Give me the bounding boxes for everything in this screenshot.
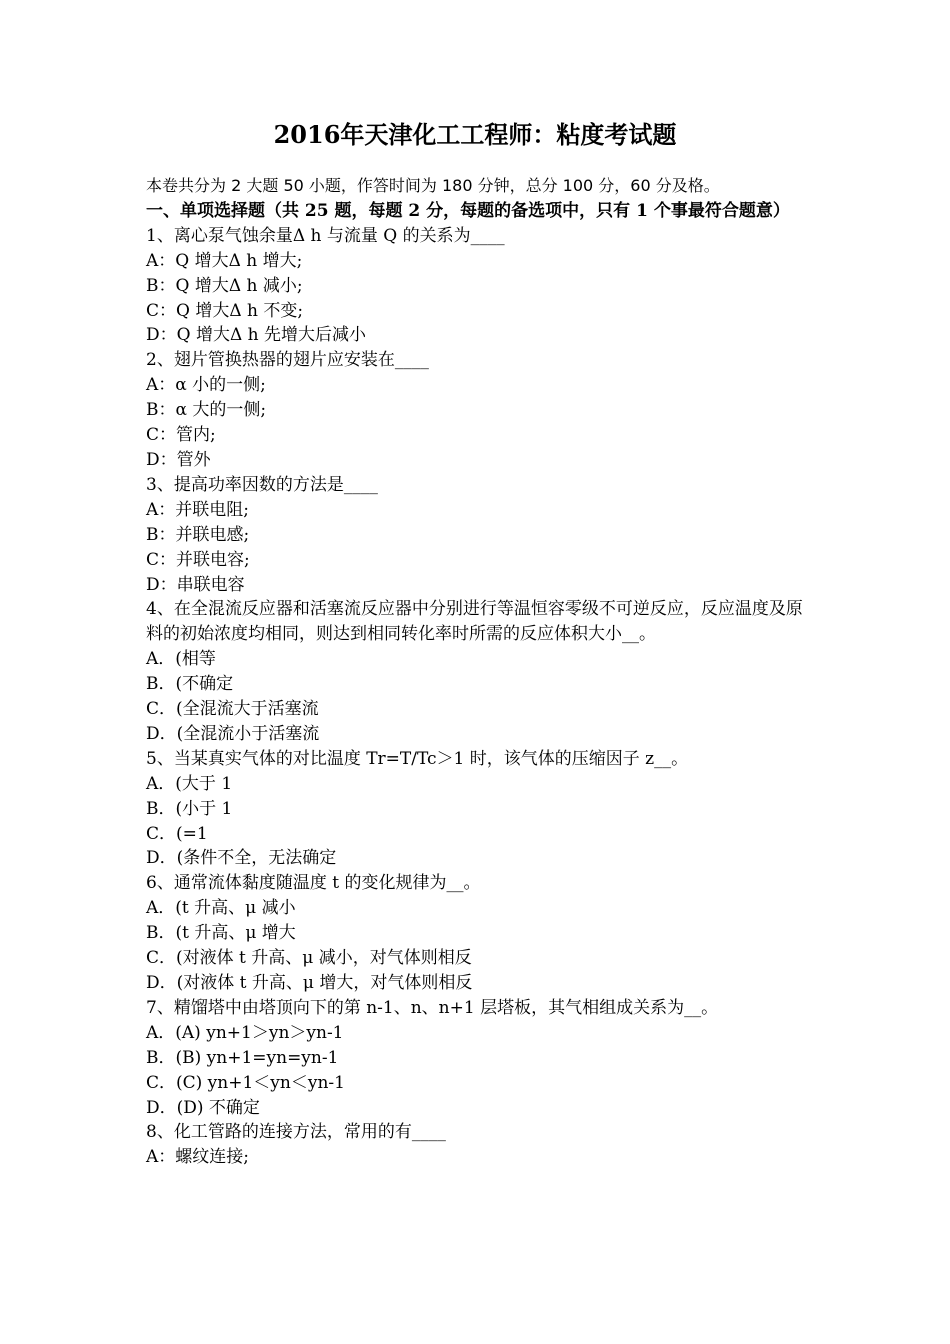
- option-d: D：管外: [146, 449, 211, 470]
- option-c: C．(对液体 t 升高、μ 减小，对气体则相反: [146, 948, 472, 969]
- question-8: [146, 1120, 814, 1170]
- section-heading: 一、单项选择题（共 25 题，每题 2 分，每题的备选项中，只有 1 个事最符合题意）: [146, 200, 790, 221]
- option-b: B．(t 升高、μ 增大: [146, 923, 296, 944]
- option-a: A．(A) yn+1＞yn＞yn-1: [146, 1022, 344, 1043]
- question-stem: 7、精馏塔中由塔顶向下的第 n-1、n、n+1 层塔板，其气相组成关系为__。: [146, 997, 719, 1018]
- exam-intro: 本卷共分为 2 大题 50 小题，作答时间为 180 分钟，总分 100 分，60 分及格。: [146, 176, 720, 195]
- option-d: D：Q 增大Δ h 先增大后减小: [146, 325, 367, 346]
- question-stem: 4、在全混流反应器和活塞流反应器中分别进行等温恒容零级不可逆反应，反应温度及原料的初始浓度均相同，则达到相同转化率时所需的反应体积大小__。: [146, 599, 803, 645]
- option-b: B：Q 增大Δ h 减小;: [146, 275, 303, 296]
- option-b: B：α 大的一侧;: [146, 400, 267, 421]
- question-7: [146, 996, 814, 1121]
- question-stem: 6、通常流体黏度随温度 t 的变化规律为__。: [146, 873, 481, 894]
- question-1: [146, 224, 814, 349]
- option-c: C：并联电容;: [146, 549, 250, 570]
- question-stem: 5、当某真实气体的对比温度 Tr=T/Tc＞1 时，该气体的压缩因子 z__。: [146, 748, 689, 769]
- option-a: A．(大于 1: [146, 773, 233, 794]
- option-a: A．(相等: [146, 649, 216, 670]
- question-5: [146, 747, 814, 872]
- option-d: D．(对液体 t 升高、μ 增大，对气体则相反: [146, 973, 473, 993]
- option-a: A：α 小的一侧;: [146, 375, 266, 396]
- question-stem: 1、离心泵气蚀余量Δ h 与流量 Q 的关系为____: [146, 225, 505, 246]
- option-b: B．(不确定: [146, 674, 234, 695]
- option-b: B．(小于 1: [146, 798, 233, 819]
- option-c: C．(=1: [146, 823, 208, 844]
- question-4: [146, 597, 814, 746]
- option-c: C．(全混流大于活塞流: [146, 699, 319, 720]
- option-a: A．(t 升高、μ 减小: [146, 898, 296, 919]
- option-d: D．(条件不全，无法确定: [146, 848, 337, 869]
- document-body: [146, 174, 814, 1170]
- question-2: [146, 348, 814, 473]
- option-b: B：并联电感;: [146, 524, 250, 545]
- option-d: D．(D) 不确定: [146, 1097, 260, 1118]
- option-d: D：串联电容: [146, 574, 245, 595]
- option-c: C：Q 增大Δ h 不变;: [146, 300, 304, 321]
- question-3: [146, 473, 814, 598]
- question-stem: 8、化工管路的连接方法，常用的有____: [146, 1122, 446, 1143]
- option-b: B．(B) yn+1=yn=yn-1: [146, 1047, 339, 1068]
- option-a: A：并联电阻;: [146, 499, 250, 520]
- question-stem: 3、提高功率因数的方法是____: [146, 474, 378, 495]
- option-c: C：管内;: [146, 425, 216, 446]
- option-a: A：Q 增大Δ h 增大;: [146, 250, 303, 271]
- option-d: D．(全混流小于活塞流: [146, 723, 320, 744]
- question-stem: 2、翅片管换热器的翅片应安装在____: [146, 350, 429, 371]
- option-c: C．(C) yn+1＜yn＜yn-1: [146, 1072, 345, 1093]
- document-title: 2016年天津化工工程师：粘度考试题: [273, 120, 677, 149]
- option-a: A：螺纹连接;: [146, 1147, 250, 1168]
- question-6: [146, 871, 814, 996]
